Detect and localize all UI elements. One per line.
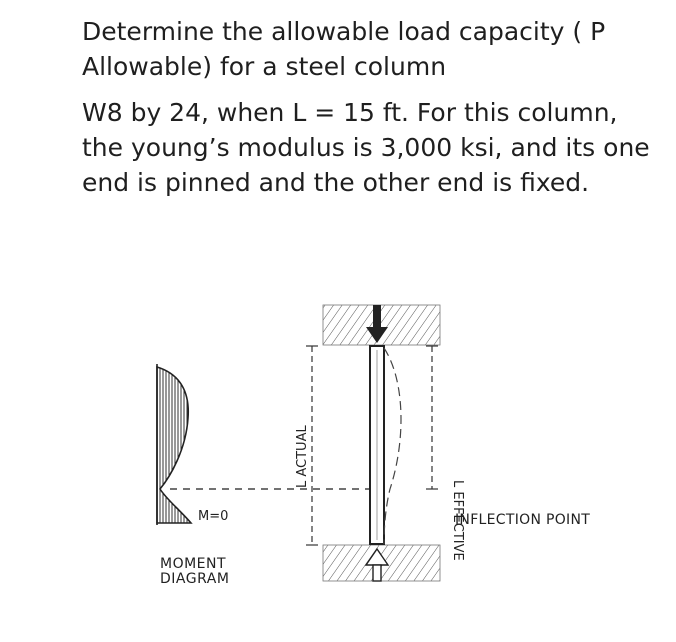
- inflection-point-label: INFLECTION POINT: [455, 512, 591, 528]
- moment-zero-label: M=0: [198, 509, 229, 524]
- effective-length-dimension: [426, 346, 465, 561]
- moment-diagram: [157, 364, 229, 587]
- question-paragraph-2: W8 by 24, when L = 15 ft. For this column, the young’s modulus is 3,000 ksi, and its one end is pinned and the other end is fixed.: [82, 98, 650, 197]
- buckled-shape-curve: [384, 348, 401, 544]
- actual-length-dimension: [295, 346, 318, 545]
- moment-diagram-label-line1: MOMENT: [160, 556, 227, 572]
- moment-diagram-label-line2: DIAGRAM: [160, 571, 230, 587]
- top-support: [323, 305, 440, 345]
- actual-length-label: L ACTUAL: [295, 425, 310, 488]
- effective-length-label: L EFFECTIVE: [450, 480, 465, 561]
- moment-diagram-shape: [157, 367, 191, 523]
- question-paragraph-1: Determine the allowable load capacity ( P Allowable) for a steel column: [82, 17, 606, 81]
